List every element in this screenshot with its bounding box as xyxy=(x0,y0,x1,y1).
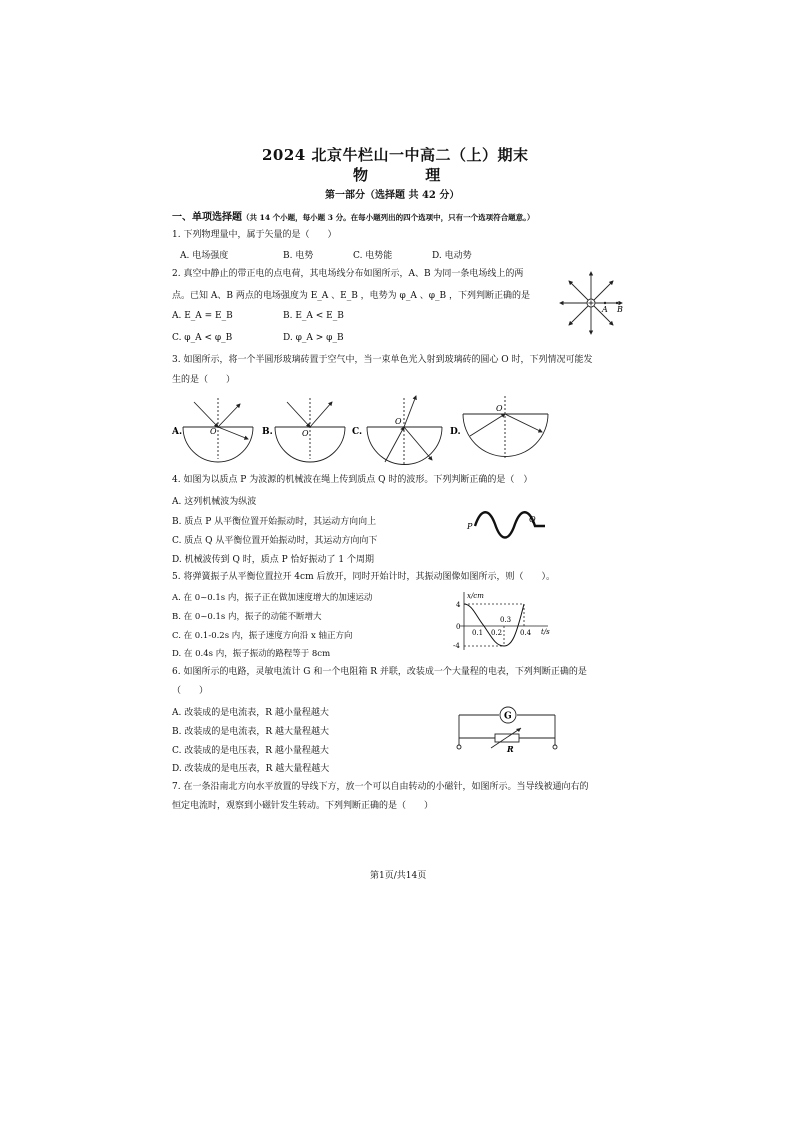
section-title: 一、单项选择题 xyxy=(172,212,242,223)
q4-option-a: A. 这列机械波为纵波 xyxy=(172,497,257,507)
q3-label-b: B. xyxy=(262,427,273,437)
resistor-box xyxy=(495,734,519,742)
q5-option-d: D. 在 0.4s 内，振子振动的路程等于 8cm xyxy=(172,649,331,659)
y-axis-label: x/cm xyxy=(467,592,484,600)
q3-stem-line2: 生的是（ ） xyxy=(172,375,236,385)
page-number: 第1页/共14页 xyxy=(370,871,427,881)
subject-title: 物 理 xyxy=(353,166,467,184)
q3-o-c: O xyxy=(395,417,402,426)
label-a: A xyxy=(602,305,608,314)
q3-figure-d xyxy=(463,396,548,459)
q2-stem-line2: 点。已知 A、B 两点的电场强度为 E_A 、E_B ，电势为 φ_A 、φ_B ，下列判断正确的是 xyxy=(172,291,530,301)
q1-option-c: C. 电势能 xyxy=(353,251,393,261)
q3-label-d: D. xyxy=(450,427,461,437)
q2-option-d: D. φ_A > φ_B xyxy=(283,333,344,343)
q6-stem-line1: 6. 如图所示的电路，灵敏电流计 G 和一个电阻箱 R 并联，改装成一个大量程的电表，下列判断正确的是 xyxy=(172,667,587,677)
q2-option-b: B. E_A < E_B xyxy=(283,311,344,321)
q2-option-c: C. φ_A < φ_B xyxy=(172,333,233,343)
q4-stem: 4. 如图为以质点 P 为波源的机械波在绳上传到质点 Q 时的波形。下列判断正确的是（ ） xyxy=(172,475,533,485)
y-tick-4: 4 xyxy=(456,601,461,609)
x-tick-03: 0.3 xyxy=(500,616,512,624)
q3-figure-c xyxy=(367,396,442,465)
q4-option-c: C. 质点 Q 从平衡位置开始振动时，其运动方向向下 xyxy=(172,536,378,546)
q3-figure-a xyxy=(183,398,253,462)
q3-label-a: A. xyxy=(172,427,183,437)
q5-option-c: C. 在 0.1-0.2s 内，振子速度方向沿 x 轴正方向 xyxy=(172,631,353,641)
section-heading xyxy=(172,208,534,223)
q7-stem-line1: 7. 在一条沿南北方向水平放置的导线下方，放一个可以自由转动的小磁针，如图所示。当导线被通向右的 xyxy=(172,782,589,792)
label-b: B xyxy=(617,305,623,314)
x-tick-01: 0.1 xyxy=(472,629,484,637)
q4-option-b: B. 质点 P 从平衡位置开始振动时，其运动方向向上 xyxy=(172,517,377,527)
q2-field-diagram xyxy=(556,268,626,338)
q6-circuit-diagram xyxy=(455,702,563,754)
label-r: R xyxy=(507,744,514,754)
q3-o-d: O xyxy=(496,404,503,413)
label-q: Q xyxy=(529,515,536,524)
q5-oscillation-graph xyxy=(452,590,554,652)
section-note: （共 14 个小题，每小题 3 分。在每小题列出的四个选项中，只有一个选项符合题意。） xyxy=(242,213,535,222)
q4-option-d: D. 机械波传到 Q 时，质点 P 恰好振动了 1 个周期 xyxy=(172,555,374,565)
q6-option-a: A. 改装成的是电流表，R 越小量程越大 xyxy=(172,708,329,718)
q1-stem: 1. 下列物理量中，属于矢量的是（ ） xyxy=(172,230,337,240)
q6-option-b: B. 改装成的是电流表，R 越大量程越大 xyxy=(172,727,329,737)
q3-stem-line1: 3. 如图所示，将一个半圆形玻璃砖置于空气中，当一束单色光入射到玻璃砖的圆心 O 时，下列情况可能发 xyxy=(172,355,593,365)
q6-option-c: C. 改装成的是电压表，R 越小量程越大 xyxy=(172,746,329,756)
q3-o-a: O xyxy=(210,427,217,436)
x-tick-04: 0.4 xyxy=(520,629,532,637)
q1-option-b: B. 电势 xyxy=(283,251,314,261)
q4-wave-figure xyxy=(467,508,547,542)
oscillation-curve xyxy=(464,604,524,646)
terminal-right xyxy=(553,745,557,749)
q5-stem: 5. 将弹簧振子从平衡位置拉开 4cm 后放开，同时开始计时，其振动图像如图所示，则（ ）。 xyxy=(172,572,555,582)
label-p: P xyxy=(467,522,473,531)
q1-option-d: D. 电动势 xyxy=(432,251,472,261)
q5-option-b: B. 在 0~0.1s 内，振子的动能不断增大 xyxy=(172,612,322,622)
q6-stem-line2: （ ） xyxy=(172,686,209,696)
q6-option-d: D. 改装成的是电压表，R 越大量程越大 xyxy=(172,764,330,774)
q5-option-a: A. 在 0~0.1s 内，振子正在做加速度增大的加速运动 xyxy=(172,593,373,603)
exam-title: 2024 北京牛栏山一中高二（上）期末 xyxy=(262,146,529,164)
q2-stem-line1: 2. 真空中静止的带正电的点电荷，其电场线分布如图所示，A、B 为同一条电场线上的两 xyxy=(172,269,524,279)
x-tick-02: 0.2 xyxy=(491,629,503,637)
q3-glass-figures xyxy=(170,394,555,469)
y-tick-neg4: -4 xyxy=(453,642,460,650)
q3-label-c: C. xyxy=(352,427,363,437)
terminal-left xyxy=(457,745,461,749)
point-a-dot xyxy=(604,302,606,304)
label-g: G xyxy=(504,711,512,722)
y-tick-0: 0 xyxy=(456,623,461,631)
q2-option-a: A. E_A = E_B xyxy=(172,311,233,321)
point-b-dot xyxy=(616,302,618,304)
x-axis-label: t/s xyxy=(541,628,550,636)
part-heading: 第一部分（选择题 共 42 分） xyxy=(325,190,460,201)
q3-figure-b xyxy=(275,398,345,462)
q3-o-b: O xyxy=(302,429,309,438)
q1-option-a: A. 电场强度 xyxy=(180,251,229,261)
q7-stem-line2: 恒定电流时，观察到小磁针发生转动。下列判断正确的是（ ） xyxy=(172,801,434,811)
